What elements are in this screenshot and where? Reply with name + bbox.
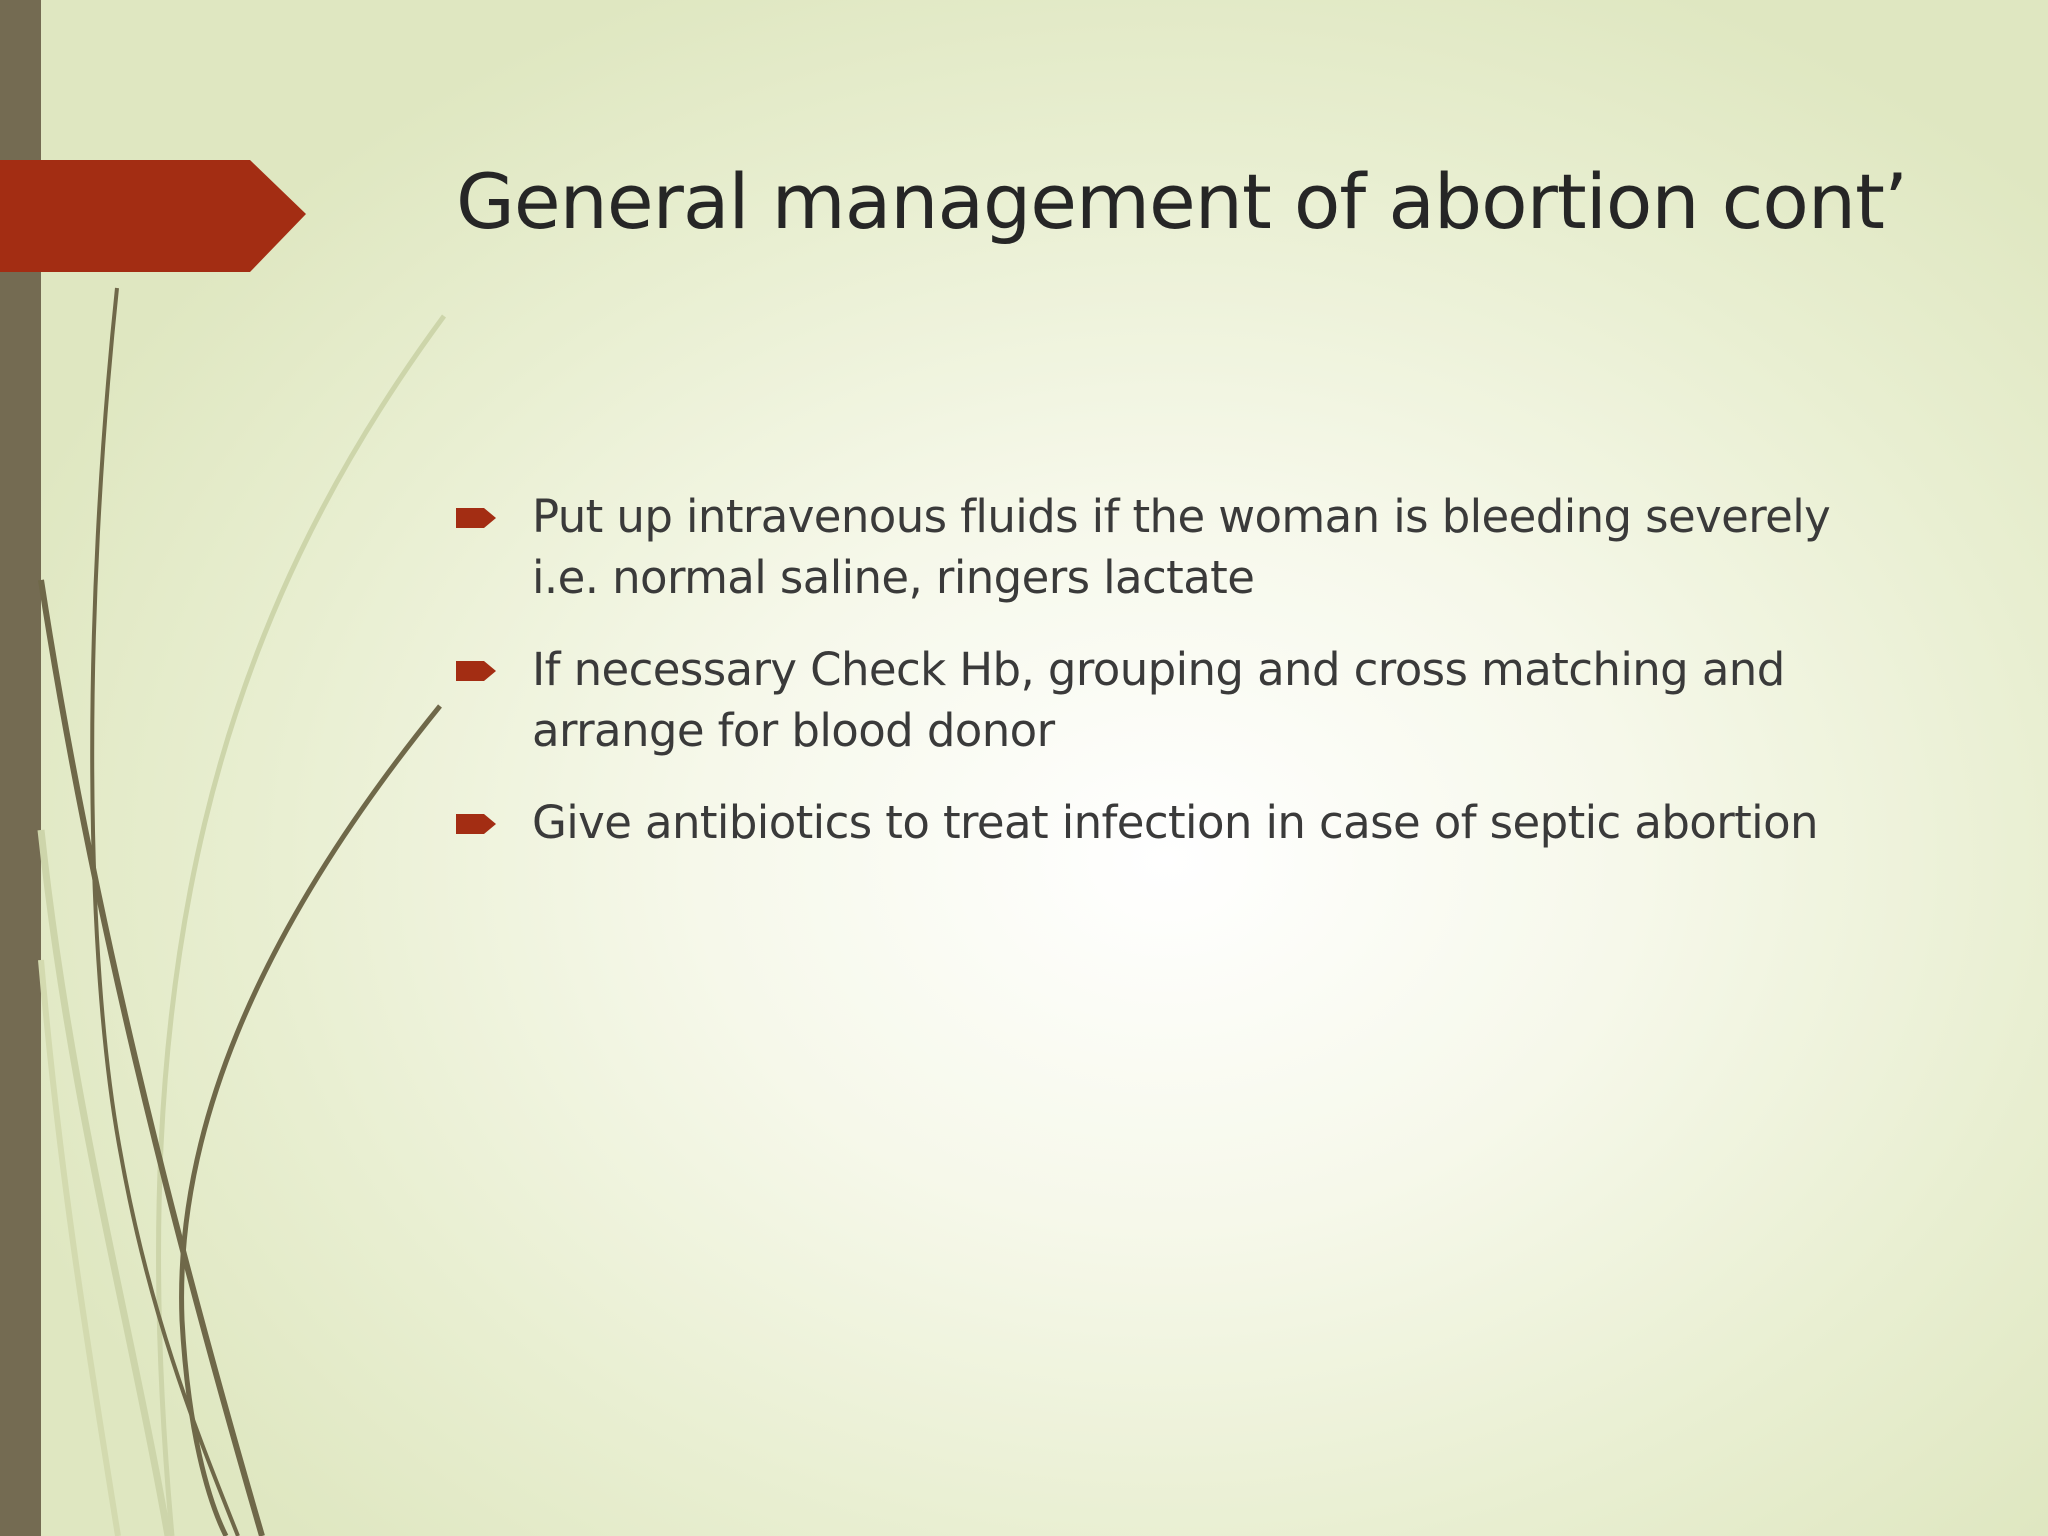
bullet-item [456,639,1896,761]
slide-title: General management of abortion cont’ [456,157,1908,246]
title-arrow-banner [0,160,306,272]
bullet-text: Give antibiotics to treat infection in case of septic abortion [532,796,1818,849]
arrow-bullet-icon [456,812,498,836]
bullet-item [456,486,1896,608]
dark-curve [92,288,238,1536]
bullet-text: If necessary Check Hb, grouping and cross matching and arrange for blood donor [532,643,1785,757]
dark-curve [182,706,440,1536]
light-curve [159,316,444,1536]
bullet-text: Put up intravenous fluids if the woman is bleeding severely i.e. normal saline, ringers lactate [532,490,1831,604]
arrow-bullet-icon [456,506,498,530]
bullet-item [456,792,1896,853]
bullet-list [456,486,1896,884]
arrow-bullet-icon [456,659,498,683]
